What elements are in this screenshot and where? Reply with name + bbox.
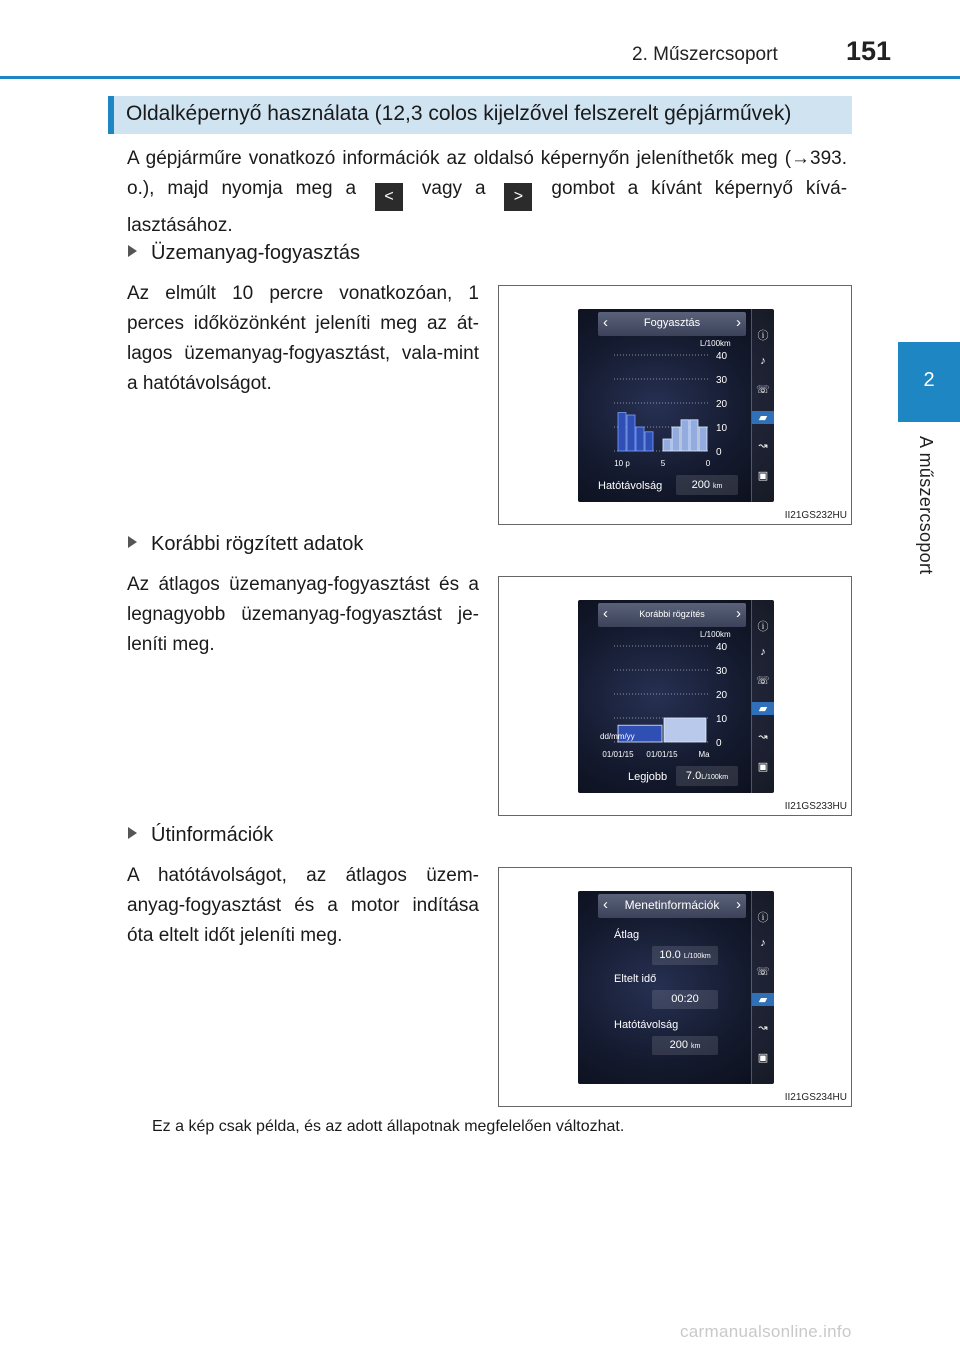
screen-menu-rail [751, 600, 774, 793]
trip-label-average: Átlag [614, 929, 640, 941]
triangle-bullet-icon [128, 536, 137, 548]
screen-off-icon[interactable]: ▣ [757, 470, 769, 482]
vehicle-icon[interactable]: ▰ [752, 411, 774, 424]
figure-trip-info [498, 867, 852, 1107]
x-tick-label: Ma [698, 750, 710, 759]
chart-bar [618, 413, 626, 451]
x-tick-label: 01/01/15 [646, 750, 678, 759]
item-heading-fuel: Üzemanyag-fogyasztás [128, 242, 360, 265]
info-icon[interactable]: ⓘ [757, 330, 769, 342]
figure-code: II21GS232HU [784, 510, 847, 521]
screen-title: Fogyasztás [643, 317, 701, 329]
navigation-icon[interactable]: ↝ [758, 1022, 768, 1034]
chart-bar [663, 439, 671, 451]
intro-text-1: A gépjárműre vonatkozó információk az oldalsó képernyőn jeleníthetők meg (→393. o.), majd nyomja meg a [127, 148, 847, 199]
x-tick-label: 10 p [614, 459, 630, 468]
phone-icon[interactable]: ☏ [756, 675, 770, 687]
item-description-fuel: Az elmúlt 10 percre vonatkozóan, 1 perces időközönként jeleníti meg az át-lagos üzemanyag-fogyasztást, vala-mint a hatótávolságot. [127, 283, 479, 394]
side-screen-history [578, 600, 774, 793]
figure-code: II21GS234HU [784, 1092, 847, 1103]
y-tick-label: 10 [716, 714, 728, 725]
best-value-box: 7.0L/100km [676, 766, 738, 786]
item-heading-trip: Útinformációk [128, 824, 273, 847]
chart-bar [699, 427, 707, 451]
chart-unit: L/100km [700, 339, 731, 348]
intro-text-2: vagy a [421, 178, 486, 199]
chevron-right-icon[interactable]: › [736, 314, 741, 331]
chart-bar [636, 427, 644, 451]
figure-note: Ez a kép csak példa, és az adott állapotnak megfelelően változhat. [152, 1118, 625, 1135]
chapter-tab-label: A műszercsoport [916, 436, 936, 575]
trip-label-elapsed: Eltelt idő [614, 973, 657, 985]
screen-off-icon[interactable]: ▣ [757, 761, 769, 773]
chart-bar [690, 420, 698, 451]
side-screen-trip [578, 891, 774, 1084]
y-tick-label: 0 [716, 447, 722, 458]
chart-bar [672, 427, 680, 451]
history-chart [578, 600, 774, 793]
item-description-history: Az átlagos üzemanyag-fogyasztást és a legnagyobb üzemanyag-fogyasztást je-leníti meg. [127, 574, 479, 655]
triangle-bullet-icon [128, 827, 137, 839]
trip-label-range: Hatótávolság [614, 1019, 679, 1031]
navigation-icon[interactable]: ↝ [758, 731, 768, 743]
x-tick-label: 01/01/15 [602, 750, 634, 759]
y-tick-label: 20 [716, 399, 728, 410]
watermark: carmanualsonline.info [680, 1322, 852, 1341]
trip-value-average: 10.0 L/100km [652, 946, 718, 965]
chapter-title: 2. Műszercsoport [632, 44, 778, 65]
chart-bar [645, 432, 653, 451]
chevron-right-icon[interactable]: › [736, 605, 741, 622]
figure-history [498, 576, 852, 816]
x-tick-label: 5 [660, 459, 666, 468]
header-rule [0, 76, 960, 79]
screen-title-bar [598, 894, 746, 918]
range-value-box: 200 km [676, 475, 738, 495]
screen-footer [598, 766, 738, 788]
y-tick-label: 0 [716, 738, 722, 749]
vehicle-icon[interactable]: ▰ [752, 702, 774, 715]
screen-off-icon[interactable]: ▣ [757, 1052, 769, 1064]
chevron-right-icon: > [504, 183, 532, 211]
best-label: Legjobb [628, 771, 668, 783]
screen-menu-rail [751, 309, 774, 502]
info-icon[interactable]: ⓘ [757, 912, 769, 924]
y-tick-label: 40 [716, 351, 728, 362]
chevron-left-icon: < [375, 183, 403, 211]
chevron-left-icon[interactable]: ‹ [603, 314, 608, 331]
fuel-consumption-chart [578, 309, 774, 502]
side-screen-fuel [578, 309, 774, 502]
music-note-icon[interactable]: ♪ [760, 355, 766, 367]
chevron-left-icon[interactable]: ‹ [603, 605, 608, 622]
music-note-icon[interactable]: ♪ [760, 937, 766, 949]
item-description-trip: A hatótávolságot, az átlagos üzem-anyag-fogyasztást és a motor indítása óta eltelt időt jeleníti meg. [127, 865, 479, 946]
date-format-label: dd/mm/yy [600, 732, 635, 741]
page-number: 151 [846, 36, 892, 66]
y-tick-label: 30 [716, 666, 728, 677]
navigation-icon[interactable]: ↝ [758, 440, 768, 452]
chapter-tab[interactable]: 2 [898, 342, 960, 422]
section-heading [108, 96, 852, 134]
vehicle-icon[interactable]: ▰ [752, 993, 774, 1006]
screen-title: Menetinformációk [624, 898, 720, 912]
trip-value-range: 200 km [652, 1036, 718, 1055]
chart-bar [627, 415, 635, 451]
intro-text-3: gombot a kívánt képernyő kívá-lasztásához. [127, 178, 848, 236]
figure-fuel-consumption [498, 285, 852, 525]
figure-code: II21GS233HU [784, 801, 847, 812]
screen-title: Korábbi rögzítés [639, 609, 705, 619]
screen-footer [598, 475, 738, 497]
y-tick-label: 20 [716, 690, 728, 701]
chevron-left-icon[interactable]: ‹ [603, 896, 608, 913]
phone-icon[interactable]: ☏ [756, 966, 770, 978]
chevron-right-icon[interactable]: › [736, 896, 741, 913]
item-heading-history: Korábbi rögzített adatok [128, 533, 363, 556]
chart-bar [664, 718, 706, 742]
music-note-icon[interactable]: ♪ [760, 646, 766, 658]
triangle-bullet-icon [128, 245, 137, 257]
section-title: Oldalképernyő használata (12,3 colos kijelzővel felszerelt gépjárművek) [126, 102, 792, 125]
trip-value-elapsed: 00:20 [652, 990, 718, 1009]
y-tick-label: 30 [716, 375, 728, 386]
chart-unit: L/100km [700, 630, 731, 639]
x-tick-label: 0 [705, 459, 711, 468]
y-tick-label: 40 [716, 642, 728, 653]
chart-bar [681, 420, 689, 451]
range-label: Hatótávolság [598, 480, 663, 492]
screen-menu-rail [751, 891, 774, 1084]
info-icon[interactable]: ⓘ [757, 621, 769, 633]
intro-paragraph [127, 144, 847, 241]
y-tick-label: 10 [716, 423, 728, 434]
phone-icon[interactable]: ☏ [756, 384, 770, 396]
